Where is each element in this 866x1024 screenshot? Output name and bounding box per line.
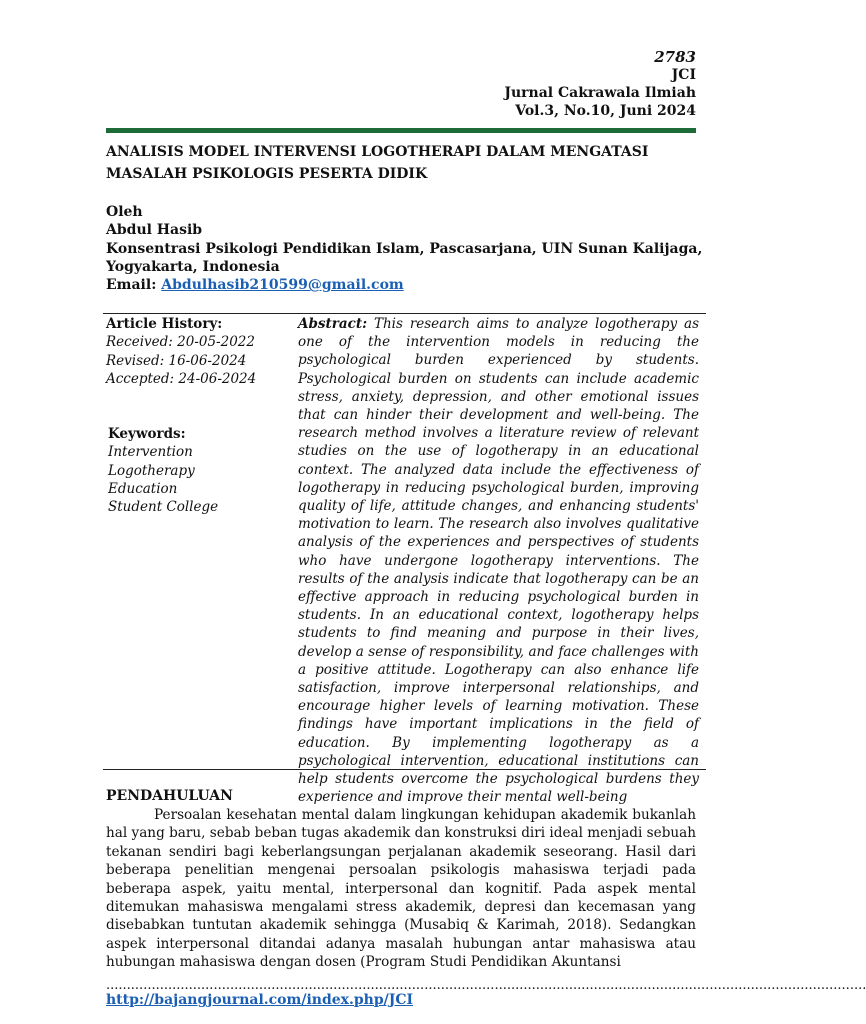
footer-dotted-line: ........................................................................................................................................................................................ <box>106 978 866 993</box>
history-received: Received: 20-05-2022 <box>106 334 255 351</box>
intro-paragraph: Persoalan kesehatan mental dalam lingkungan kehidupan akademik bukanlah hal yang baru, sebab beban tugas akademik dan konstruksi diri ideal menjadi sebuah tekanan sendiri bagi keberlangsungan perjalanan akademik seseorang. Hasil dari beberapa penelitian mengenai persoalan psikologis mahasiswa terjadi pada beberapa aspek, yaitu mental, interpersonal dan kognitif. Pada aspek mental ditemukan mahasiswa mengalami stress akademik, depresi dan kecemasan yang disebabkan tuntutan akademik sehingga (Musabiq & Karimah, 2018). Sedangkan aspek interpersonal ditandai adanya masalah hubungan antar mahasiswa atau hubungan mahasiswa dengan dosen (Program Studi Pendidikan Akuntansi <box>106 807 697 971</box>
journal-url-link[interactable]: http://bajangjournal.com/index.php/JCI <box>106 992 414 1008</box>
header-divider <box>106 128 696 133</box>
info-bottom-divider <box>103 769 706 770</box>
page-number: 2783 <box>654 48 696 66</box>
article-title: ANALISIS MODEL INTERVENSI LOGOTHERAPI DALAM MENGATASI MASALAH PSIKOLOGIS PESERTA DIDIK <box>106 144 649 182</box>
history-accepted: Accepted: 24-06-2024 <box>106 370 257 387</box>
by-label: Oleh <box>106 204 143 220</box>
keyword-item: Student College <box>108 499 219 516</box>
keyword-item: Education <box>108 480 178 497</box>
abstract-label: Abstract: <box>298 316 368 332</box>
keywords-heading: Keywords: <box>108 426 186 442</box>
author-affiliation: Konsentrasi Psikologi Pendidikan Islam, Pascasarjana, UIN Sunan Kalijaga, Yogyakarta, Indonesia <box>106 240 703 275</box>
email-label: Email: <box>106 277 157 294</box>
journal-header <box>504 48 696 120</box>
abstract <box>298 315 699 806</box>
journal-abbr: JCI <box>671 67 696 83</box>
keyword-item: Intervention <box>108 444 193 461</box>
article-history <box>106 315 291 388</box>
keyword-item: Logotherapy <box>108 462 195 479</box>
journal-volume: Vol.3, No.10, Juni 2024 <box>515 103 696 119</box>
info-top-divider <box>103 313 706 314</box>
history-heading: Article History: <box>106 316 223 332</box>
email-link[interactable]: Abdulhasib210599@gmail.com <box>161 277 404 294</box>
section-heading: PENDAHULUAN <box>106 788 233 804</box>
author-name: Abdul Hasib <box>106 222 203 239</box>
abstract-text: This research aims to analyze logotherapy as one of the intervention models in reducing the psychological burden experienced by students. Psychological burden on students can include academic stress, anxiety, depression, and other emotional issues that can hinder their development and well-being. The research method involves a literature review of relevant studies on the use of logotherapy in an educational context. The analyzed data include the effectiveness of logotherapy in reducing psychological burden, improving quality of life, attitude changes, and enhancing students' motivation to learn. The research also involves qualitative analysis of the experiences and perspectives of students who have undergone logotherapy interventions. The results of the analysis indicate that logotherapy can be an effective approach in reducing psychological burden in students. In an educational context, logotherapy helps students to find meaning and purpose in their lives, develop a sense of responsibility, and face challenges with a positive attitude. Logotherapy can also enhance life satisfaction, improve interpersonal relationships, and encourage higher levels of learning motivation. These findings have important implications in the field of education. By implementing logotherapy as a psychological intervention, educational institutions can help students overcome the psychological burdens they experience and improve their mental well-being <box>298 316 699 806</box>
email-line <box>106 276 706 294</box>
author-block <box>106 203 706 294</box>
footer <box>106 992 413 1008</box>
keywords <box>108 425 293 516</box>
journal-name: Jurnal Cakrawala Ilmiah <box>504 85 696 101</box>
history-revised: Revised: 16-06-2024 <box>106 352 247 369</box>
